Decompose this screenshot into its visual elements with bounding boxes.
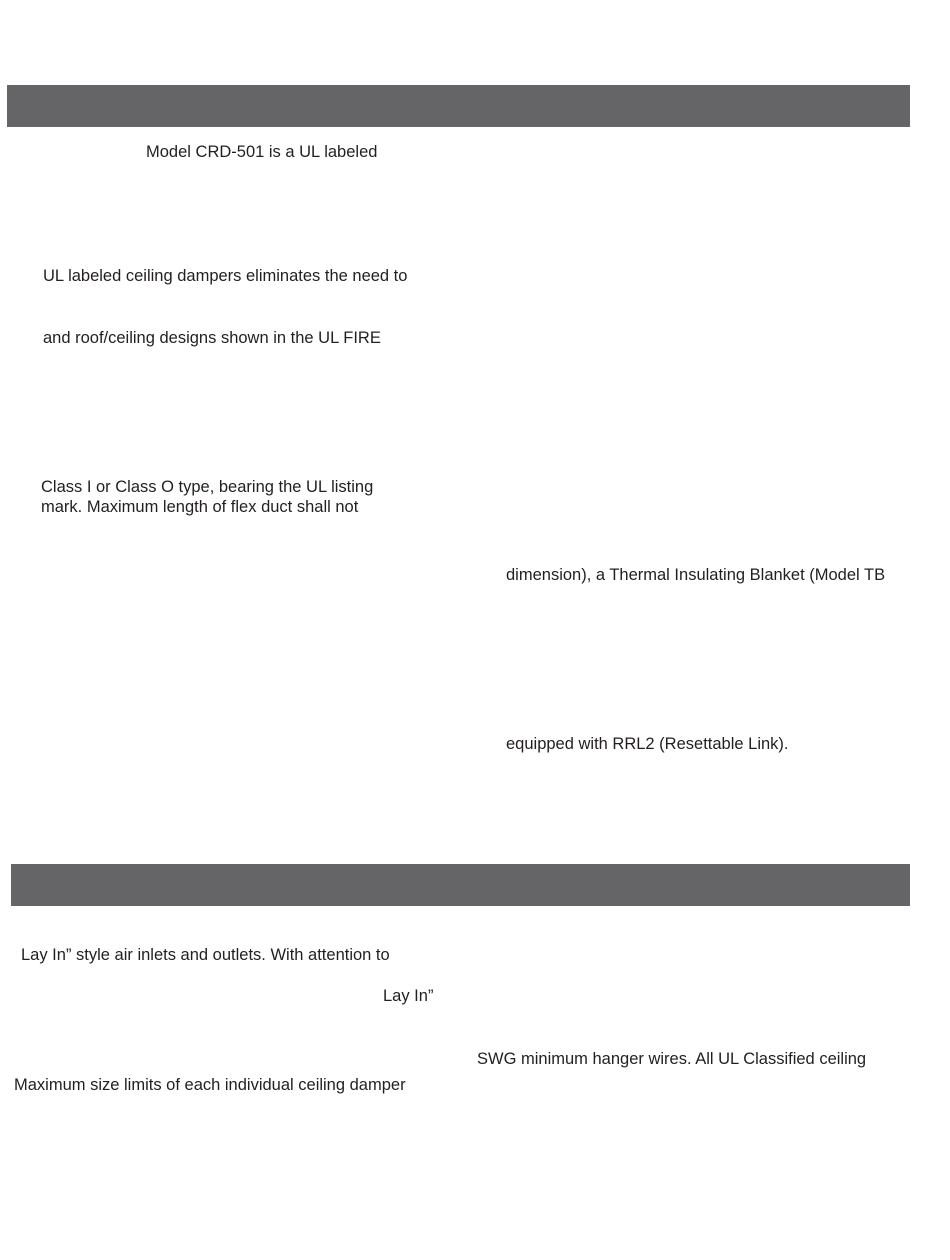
- text-line-resettable-link: equipped with RRL2 (Resettable Link).: [506, 735, 789, 753]
- text-line-lay-in-inlets: Lay In” style air inlets and outlets. With attention to: [21, 946, 390, 964]
- text-line-hanger-wires: SWG minimum hanger wires. All UL Classified ceiling: [477, 1050, 867, 1068]
- text-line-roof-ceiling-designs: and roof/ceiling designs shown in the UL FIRE: [43, 329, 381, 347]
- text-line-model-crd-501: Model CRD-501 is a UL labeled: [146, 143, 378, 161]
- text-line-thermal-blanket: dimension), a Thermal Insulating Blanket (Model TB: [506, 566, 886, 584]
- text-line-ul-labeled-dampers: UL labeled ceiling dampers eliminates the need to: [43, 267, 408, 285]
- section-header-bar-bottom: [11, 864, 910, 906]
- text-line-maximum-size-limits: Maximum size limits of each individual ceiling damper: [14, 1076, 406, 1094]
- text-line-flex-duct-length: mark. Maximum length of flex duct shall not: [41, 498, 359, 516]
- text-line-lay-in: Lay In”: [383, 987, 434, 1005]
- text-line-class-type: Class I or Class O type, bearing the UL listing: [41, 478, 374, 496]
- section-header-bar-top: [7, 85, 910, 127]
